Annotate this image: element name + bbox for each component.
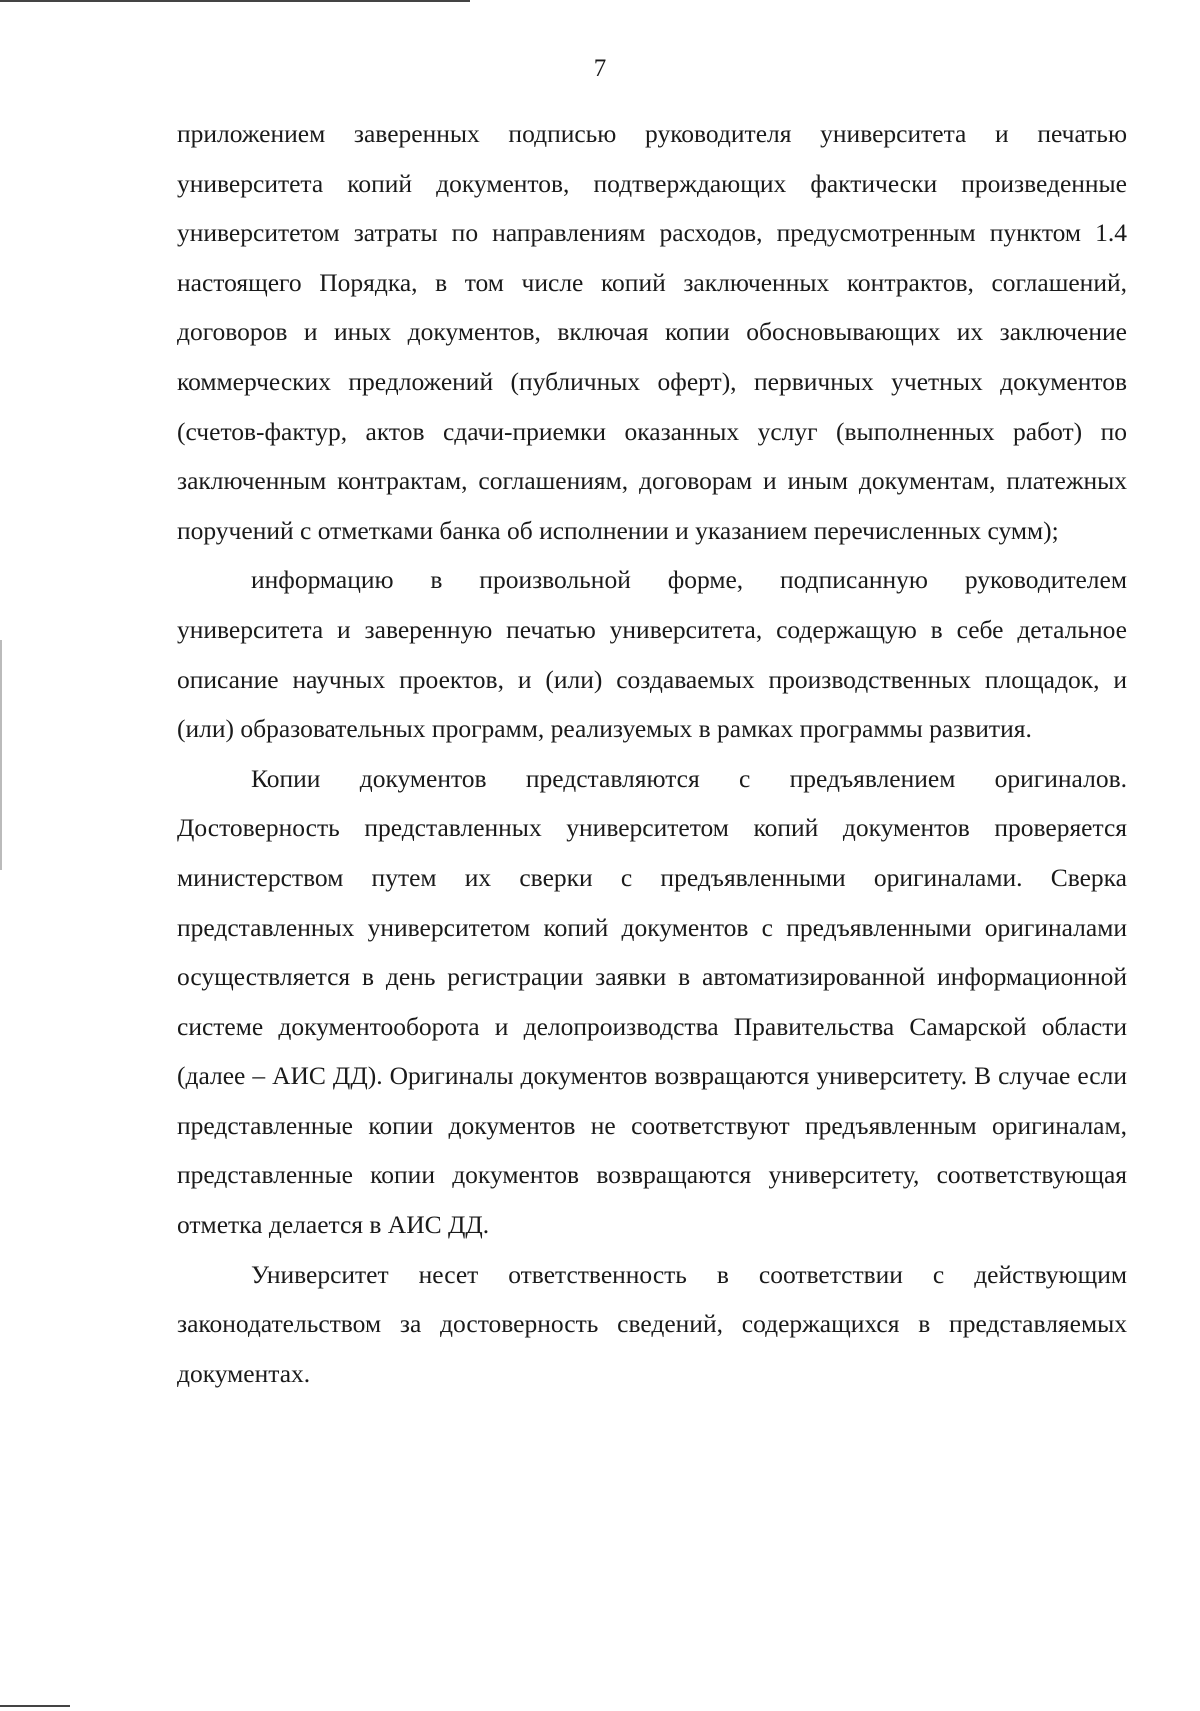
scan-edge-left [0, 640, 2, 870]
paragraph-copies-verification: Копии документов представляются с предъявлением оригиналов. Достоверность представленных университетом копий документов проверяется министерством путем их сверки с предъявленными оригиналами. Сверка представленных университетом копий документов с предъявленными оригиналами осуществляется в день регистрации заявки в автоматизированной информационной системе документооборота и делопроизводства Правительства Самарской области (далее – АИС ДД). Оригиналы документов возвращаются университету. В случае если представленные копии документов не соответствуют предъявленным оригиналам, представленные копии документов возвращаются университету, соответствующая отметка делается в АИС ДД. [177, 763, 1127, 1240]
scan-edge-bottom [0, 1705, 70, 1707]
page-number: 7 [593, 55, 607, 82]
scan-edge-top [0, 0, 470, 2]
paragraph-information: информацию в произвольной форме, подписанную руководителем университета и заверенную печатью университета, содержащую в себе детальное описание научных проектов, и (или) создаваемых производственных площадок, и (или) образовательных программ, реализуемых в рамках программы развития. [177, 565, 1127, 744]
document-body [177, 109, 1127, 1398]
paragraph-responsibility: Университет несет ответственность в соответствии с действующим законодательством за достоверность сведений, содержащихся в представляемых документах. [177, 1259, 1127, 1388]
paragraph-continuation: приложением заверенных подписью руководителя университета и печатью университета копий документов, подтверждающих фактически произведенные университетом затраты по направлениям расходов, предусмотренным пунктом 1.4 настоящего Порядка, в том числе копий заключенных контрактов, соглашений, договоров и иных документов, включая копии обосновывающих их заключение коммерческих предложений (публичных оферт), первичных учетных документов (счетов-фактур, актов сдачи-приемки оказанных услуг (выполненных работ) по заключенным контрактам, соглашениям, договорам и иным документам, платежных поручений с отметками банка об исполнении и указанием перечисленных сумм); [177, 119, 1127, 545]
